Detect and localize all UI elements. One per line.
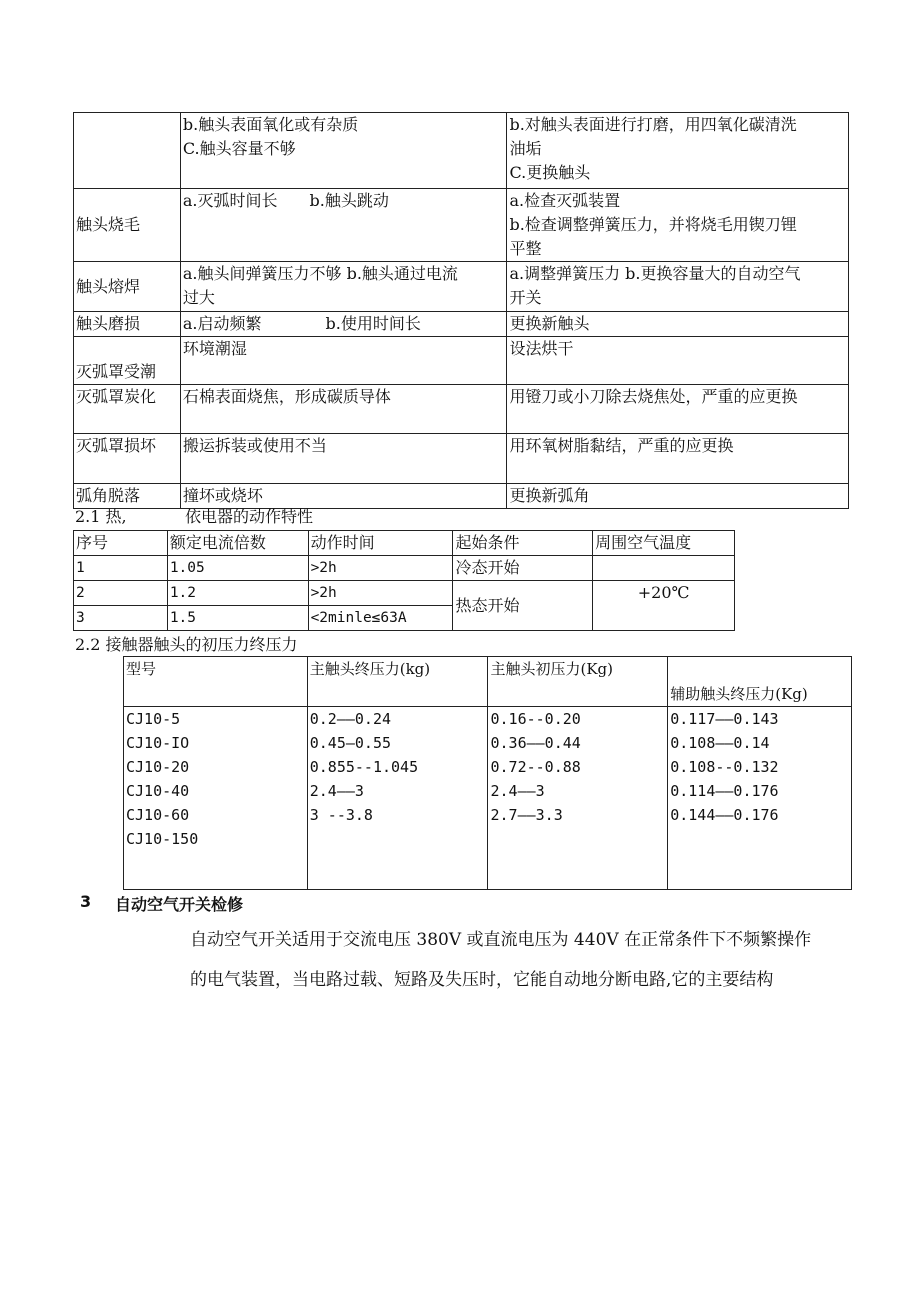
fault-cell: 触头磨损 (74, 312, 181, 337)
header-temperature: 周围空气温度 (593, 531, 735, 556)
hot-start-cell: 热态开始 (453, 581, 593, 631)
fault-cell: 灭弧罩损坏 (74, 434, 181, 484)
temperature-cell: +20℃ (593, 581, 735, 631)
cause-cell: 撞坏或烧坏 (180, 484, 507, 509)
header-multiple: 额定电流倍数 (167, 531, 308, 556)
table-row (74, 434, 849, 484)
remedy-cell: 更换新弧角 (507, 484, 849, 509)
section-3-paragraph-line-1: 自动空气开关适用于交流电压 380V 或直流电压为 440V 在正常条件下不频繁操作 (190, 930, 812, 950)
remedy-cell: 设法烘干 (507, 337, 849, 385)
header-model: 型号 (124, 657, 308, 707)
remedy-cell: a.检查灭弧装置 b.检查调整弹簧压力，并将烧毛用锲刀锂 平整 (507, 189, 849, 262)
header-no: 序号 (74, 531, 168, 556)
fault-cell: 灭弧罩炭化 (74, 385, 181, 434)
thermal-relay-table (73, 530, 735, 631)
remedy-cell: 用镫刀或小刀除去烧焦处，严重的应更换 (507, 385, 849, 434)
multiple-cell: 1.05 (167, 556, 308, 581)
table-row (74, 556, 735, 581)
fault-cell: 触头熔焊 (74, 262, 181, 312)
section-2-1-title: 依电器的动作特性 (185, 507, 314, 526)
header-main-final: 主触头终压力(kg) (307, 657, 488, 707)
fault-cell (74, 113, 181, 189)
remedy-cell: 用环氧树脂黏结，严重的应更换 (507, 434, 849, 484)
table-row (74, 581, 735, 606)
header-time: 动作时间 (308, 531, 453, 556)
contactor-pressure-table (123, 656, 852, 890)
time-cell: >2h (308, 581, 453, 606)
section-3-paragraph-line-2: 的电气装置，当电路过载、短路及失压时，它能自动地分断电路,它的主要结构 (190, 970, 774, 990)
cold-start-cell: 冷态开始 (453, 556, 593, 581)
table-row (74, 484, 849, 509)
fault-cell: 触头烧毛 (74, 189, 181, 262)
cause-cell: b.触头表面氧化或有杂质 C.触头容量不够 (180, 113, 507, 189)
cause-cell: a.启动频繁 b.使用时间长 (180, 312, 507, 337)
fault-cell: 灭弧罩受潮 (74, 337, 181, 385)
aux-final-cell: 0.117——0.143 0.108——0.14 0.108--0.132 0.114——0.176 0.144——0.176 (668, 707, 852, 890)
table-row (74, 262, 849, 312)
model-cell: CJ10-5 CJ10-IO CJ10-20 CJ10-40 CJ10-60 CJ10-150 (124, 707, 308, 890)
time-cell: <2minle≤63A (308, 606, 453, 631)
temperature-blank (593, 556, 735, 581)
table-row (74, 337, 849, 385)
header-start: 起始条件 (453, 531, 593, 556)
cause-cell: a.灭弧时间长 b.触头跳动 (180, 189, 507, 262)
cause-cell: 石棉表面烧焦，形成碳质导体 (180, 385, 507, 434)
cause-cell: 环境潮湿 (180, 337, 507, 385)
table-row (124, 707, 852, 890)
time-cell: >2h (308, 556, 453, 581)
table-row (74, 312, 849, 337)
multiple-cell: 1.5 (167, 606, 308, 631)
section-2-1-number: 2.1 热, (75, 507, 127, 526)
no-cell: 1 (74, 556, 168, 581)
table-row (74, 385, 849, 434)
table-row (74, 113, 849, 189)
fault-cell: 弧角脱落 (74, 484, 181, 509)
cause-cell: a.触头间弹簧压力不够 b.触头通过电流 过大 (180, 262, 507, 312)
no-cell: 3 (74, 606, 168, 631)
main-initial-cell: 0.16--0.20 0.36——0.44 0.72--0.88 2.4——3 2.7——3.3 (488, 707, 668, 890)
section-2-2-title: 2.2 接触器触头的初压力终压力 (75, 635, 298, 654)
no-cell: 2 (74, 581, 168, 606)
cause-cell: 搬运拆装或使用不当 (180, 434, 507, 484)
section-3-title: 自动空气开关检修 (115, 895, 244, 914)
remedy-cell: 更换新触头 (507, 312, 849, 337)
table-row (124, 657, 852, 707)
table-row (74, 531, 735, 556)
remedy-cell: a.调整弹簧压力 b.更换容量大的自动空气 开关 (507, 262, 849, 312)
multiple-cell: 1.2 (167, 581, 308, 606)
section-3-number: 3 (80, 892, 92, 911)
table-row (74, 189, 849, 262)
main-final-cell: 0.2——0.24 0.45—0.55 0.855--1.045 2.4——3 3 --3.8 (307, 707, 488, 890)
remedy-cell: b.对触头表面进行打磨，用四氧化碳清洗 油垢 C.更换触头 (507, 113, 849, 189)
fault-table (73, 112, 849, 509)
header-main-initial: 主触头初压力(Kg) (488, 657, 668, 707)
header-aux-final: 辅助触头终压力(Kg) (668, 657, 852, 707)
